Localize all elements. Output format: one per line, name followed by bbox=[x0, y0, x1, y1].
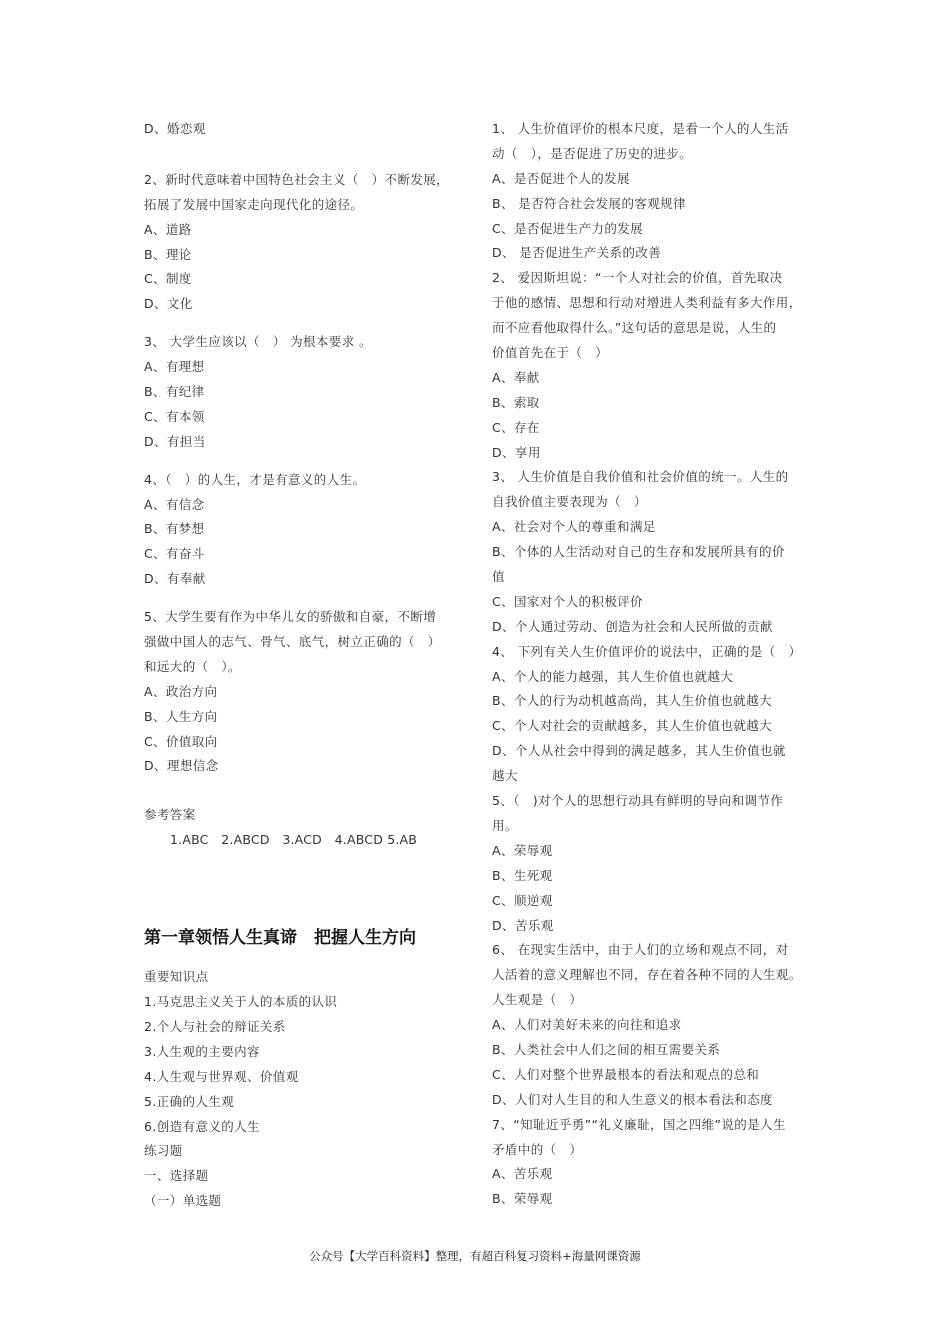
question-text: 拓展了发展中国家走向现代化的途径。 bbox=[144, 196, 364, 212]
question-text: 强做中国人的志气、骨气、底气，树立正确的（ ） bbox=[144, 634, 441, 650]
option-line: D、有奉献 bbox=[144, 571, 206, 587]
text-line: 价值首先在于（ ） bbox=[492, 345, 609, 361]
question-text: 2、新时代意味着中国特色社会主义（ ）不断发展， bbox=[144, 171, 450, 187]
text-line: C、国家对个人的积极评价 bbox=[492, 593, 644, 609]
knowledge-item: 2.个人与社会的辩证关系 bbox=[144, 1018, 286, 1034]
answers-line: 1.ABC 2.ABCD 3.ACD 4.ABCD 5.AB bbox=[170, 832, 418, 848]
option-line: A、有理想 bbox=[144, 359, 205, 375]
text-line: 人活着的意义理解也不同，存在着各种不同的人生观。 bbox=[492, 967, 802, 983]
text-line: D、苦乐观 bbox=[492, 917, 554, 933]
question-text: 4、（ ）的人生，才是有意义的人生。 bbox=[144, 471, 366, 487]
option-line: B、有纪律 bbox=[144, 384, 205, 400]
text-line: 用。 bbox=[492, 817, 518, 833]
option-line: B、人生方向 bbox=[144, 708, 218, 724]
answers-label: 参考答案 bbox=[144, 807, 196, 823]
text-line: B、 是否符合社会发展的客观规律 bbox=[492, 195, 686, 211]
option-line: D、有担当 bbox=[144, 433, 206, 449]
knowledge-item: 3.人生观的主要内容 bbox=[144, 1043, 260, 1059]
knowledge-item: 5.正确的人生观 bbox=[144, 1093, 235, 1109]
text-line: 6、 在现实生活中，由于人们的立场和观点不同，对 bbox=[492, 942, 789, 958]
text-line: 而不应看他取得什么。”这句话的意思是说，人生的 bbox=[492, 320, 777, 336]
question-text: 3、 大学生应该以（ ） 为根本要求 。 bbox=[144, 334, 372, 350]
section-label: 一、选择题 bbox=[144, 1168, 209, 1184]
text-line: A、苦乐观 bbox=[492, 1166, 553, 1182]
option-line: D、文化 bbox=[144, 296, 193, 312]
text-line: 自我价值主要表现为（ ） bbox=[492, 494, 647, 510]
section-label: （一）单选题 bbox=[144, 1193, 222, 1209]
text-line: D、个人从社会中得到的满足越多，其人生价值也就 bbox=[492, 743, 786, 759]
footer-note: 公众号【大学百科资料】整理，有超百科复习资料+海量网课资源 bbox=[309, 1249, 641, 1263]
text-line: 3、 人生价值是自我价值和社会价值的统一。人生的 bbox=[492, 469, 789, 485]
text-line: C、顺逆观 bbox=[492, 892, 553, 908]
option-line: D、婚恋观 bbox=[144, 121, 206, 136]
text-line: 7、“知耻近乎勇”“礼义廉耻，国之四维”说的是人生 bbox=[492, 1116, 786, 1132]
text-line: A、个人的能力越强，其人生价值也就越大 bbox=[492, 668, 734, 684]
text-line: 人生观是（ ） bbox=[492, 992, 583, 1008]
text-line: 5、（ )对个人的思想行动具有鲜明的导向和调节作 bbox=[492, 793, 784, 809]
option-line: C、制度 bbox=[144, 271, 192, 287]
knowledge-item: 6.创造有意义的人生 bbox=[144, 1118, 260, 1134]
knowledge-points bbox=[144, 965, 464, 1214]
text-line: B、人类社会中人们之间的相互需要关系 bbox=[492, 1041, 721, 1057]
text-line: 2、 爱因斯坦说：“一个人对社会的价值，首先取决 bbox=[492, 270, 783, 286]
text-line: C、人们对整个世界最根本的看法和观点的总和 bbox=[492, 1066, 760, 1082]
question-text: 和远大的（ ）。 bbox=[144, 658, 241, 674]
chapter-title: 第一章领悟人生真谛 把握人生方向 bbox=[144, 928, 416, 949]
option-line: A、政治方向 bbox=[144, 683, 218, 699]
question-4 bbox=[144, 468, 464, 592]
text-line: B、个人的行为动机越高尚，其人生价值也就越大 bbox=[492, 693, 772, 709]
text-line: B、个体的人生活动对自己的生存和发展所具有的价 bbox=[492, 544, 785, 560]
question-5 bbox=[144, 605, 464, 779]
option-line: A、有信念 bbox=[144, 496, 205, 512]
left-column bbox=[144, 117, 464, 1214]
text-line: D、 是否促进生产关系的改善 bbox=[492, 245, 662, 261]
text-line: A、人们对美好未来的向往和追求 bbox=[492, 1017, 682, 1033]
question-2 bbox=[144, 168, 464, 317]
text-line: 动（ ），是否促进了历史的进步。 bbox=[492, 145, 693, 161]
text-line: D、个人通过劳动、创造为社会和人民所做的贡献 bbox=[492, 618, 773, 634]
right-column bbox=[492, 117, 817, 1212]
text-line: A、奉献 bbox=[492, 369, 540, 385]
section-label: 练习题 bbox=[144, 1143, 183, 1159]
question-3 bbox=[144, 330, 464, 454]
section-label: 重要知识点 bbox=[144, 969, 209, 985]
text-line: B、荣辱观 bbox=[492, 1191, 553, 1207]
text-line: A、荣辱观 bbox=[492, 842, 553, 858]
text-line: 越大 bbox=[492, 768, 518, 784]
text-line: C、个人对社会的贡献越多，其人生价值也就越大 bbox=[492, 718, 773, 734]
text-line: D、享用 bbox=[492, 444, 541, 460]
option-line: D、理想信念 bbox=[144, 758, 219, 774]
text-line: 于他的感情、思想和行动对增进人类利益有多大作用， bbox=[492, 295, 802, 311]
text-line: B、索取 bbox=[492, 394, 540, 410]
option-line: C、价值取向 bbox=[144, 733, 218, 749]
text-line: C、是否促进生产力的发展 bbox=[492, 220, 644, 236]
knowledge-item: 1.马克思主义关于人的本质的认识 bbox=[144, 994, 338, 1010]
text-line: B、生死观 bbox=[492, 867, 553, 883]
text-line: D、人们对人生目的和人生意义的根本看法和态度 bbox=[492, 1091, 773, 1107]
text-line: 1、 人生价值评价的根本尺度，是看一个人的人生活 bbox=[492, 121, 789, 136]
option-line: A、道路 bbox=[144, 221, 192, 237]
text-line: 值 bbox=[492, 569, 505, 585]
knowledge-item: 4.人生观与世界观、价值观 bbox=[144, 1068, 299, 1084]
option-line: C、有奋斗 bbox=[144, 546, 205, 562]
text-line: A、社会对个人的尊重和满足 bbox=[492, 519, 656, 535]
option-line: B、有梦想 bbox=[144, 521, 205, 537]
text-line: 4、 下列有关人生价值评价的说法中，正确的是（ ） bbox=[492, 643, 802, 659]
option-line: B、理论 bbox=[144, 246, 192, 262]
question-text: 5、大学生要有作为中华儿女的骄傲和自豪，不断增 bbox=[144, 609, 437, 625]
text-line: C、存在 bbox=[492, 419, 540, 435]
text-line: 矛盾中的（ ） bbox=[492, 1141, 583, 1157]
option-line: C、有本领 bbox=[144, 408, 205, 424]
text-line: A、是否促进个人的发展 bbox=[492, 170, 630, 186]
